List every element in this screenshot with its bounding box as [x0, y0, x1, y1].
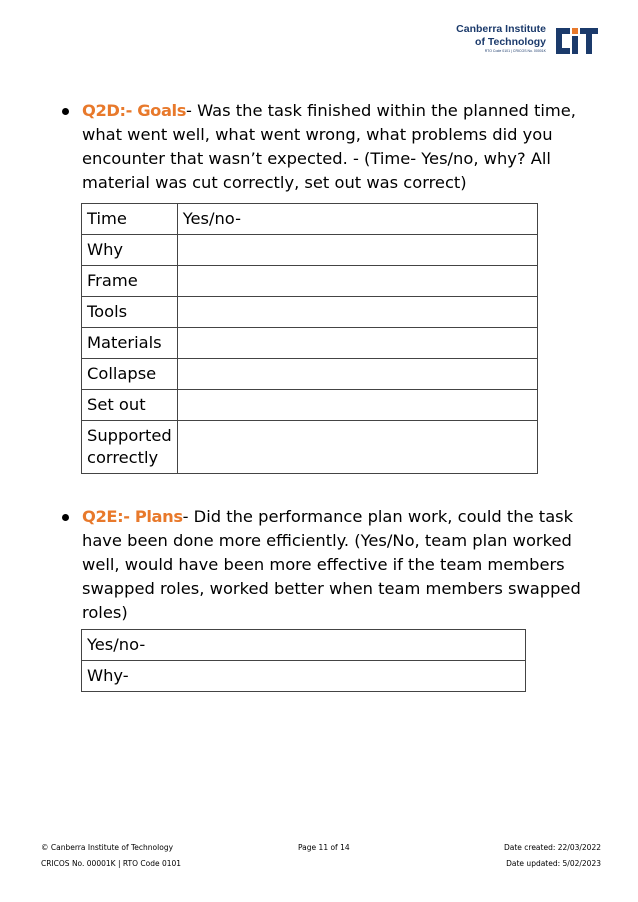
footer-date-created: Date created: 22/03/2022 — [503, 843, 601, 852]
q2e-paragraph — [62, 505, 602, 625]
table-answer-cell[interactable]: Yes/no- — [177, 204, 537, 235]
table-cell[interactable]: Why- — [82, 661, 526, 692]
q2d-section — [62, 99, 602, 195]
footer-copyright: © Canberra Institute of Technology — [41, 843, 174, 852]
table-cell[interactable]: Yes/no- — [82, 630, 526, 661]
footer-cricos: CRICOS No. 00001K | RTO Code 0101 — [41, 859, 182, 868]
table-answer-cell[interactable] — [177, 328, 537, 359]
q2e-section — [62, 505, 602, 625]
table-answer-cell[interactable] — [177, 359, 537, 390]
table-row — [82, 359, 538, 390]
q2d-table — [81, 203, 538, 474]
q2d-paragraph — [62, 99, 602, 195]
table-answer-cell[interactable] — [177, 297, 537, 328]
table-row — [82, 390, 538, 421]
table-row — [82, 661, 526, 692]
table-row-label: Tools — [82, 297, 178, 328]
table-answer-cell[interactable] — [177, 390, 537, 421]
table-row-label: Why — [82, 235, 178, 266]
logo-line1: Canberra Institute — [456, 23, 546, 35]
bullet-icon — [62, 108, 69, 115]
table-row — [82, 204, 538, 235]
table-row-label: Materials — [82, 328, 178, 359]
table-row-label: Time — [82, 204, 178, 235]
table-row — [82, 266, 538, 297]
q2e-table — [81, 629, 526, 692]
logo-small-text: RTO Code 0101 | CRICOS No. 00001K — [484, 49, 546, 53]
footer-page-number: Page 11 of 14 — [298, 843, 350, 852]
q2d-text: - Was the task finished within the planned time, what went well, what went wrong, what problems did you encounter that wasn’t expected. - (Time- Yes/no, why? All material was cut correctly, set out was correct) — [82, 101, 576, 192]
q2e-label: Q2E:- Plans — [82, 507, 183, 526]
table-row — [82, 328, 538, 359]
cit-logo-mark-icon — [552, 24, 600, 58]
q2d-label: Q2D:- Goals — [82, 101, 187, 120]
table-row-label: Collapse — [82, 359, 178, 390]
cit-logo — [456, 24, 600, 58]
table-row-label: Frame — [82, 266, 178, 297]
table-row — [82, 235, 538, 266]
q2e-text: - Did the performance plan work, could the task have been done more efficiently. (Yes/No, team plan worked well, would have been more effective if the team members swapped roles, worked better when team members swapped roles) — [82, 507, 581, 622]
footer-date-updated: Date updated: 5/02/2023 — [506, 859, 601, 868]
table-row-label: Supported correctly — [82, 421, 178, 474]
table-row-label: Set out — [82, 390, 178, 421]
table-answer-cell[interactable] — [177, 421, 537, 474]
table-row — [82, 630, 526, 661]
table-row — [82, 297, 538, 328]
table-row — [82, 421, 538, 474]
logo-line2: of Technology — [475, 35, 546, 48]
bullet-icon — [62, 514, 69, 521]
table-answer-cell[interactable] — [177, 266, 537, 297]
table-answer-cell[interactable] — [177, 235, 537, 266]
